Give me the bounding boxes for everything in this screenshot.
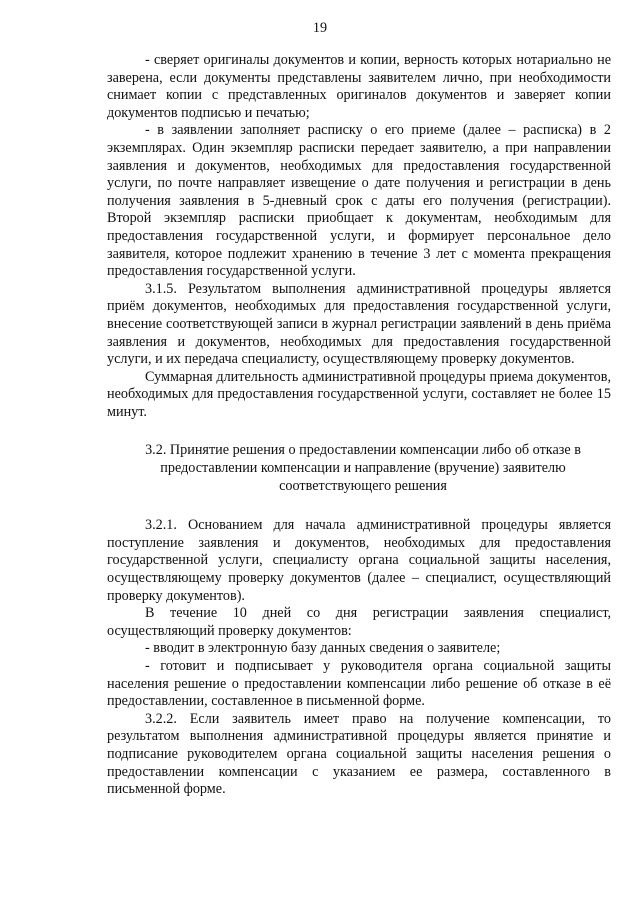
paragraph-3-2-1: 3.2.1. Основанием для начала административной процедуры является поступление заявления и документов, необходимых для предоставления государственной услуги, специалисту органа социальной защиты населения, осуществляющему проверку документов (далее – специалист, осуществляющий проверку документов).: [107, 517, 611, 604]
document-body: [107, 52, 611, 799]
list-item-enter-database: - вводит в электронную базу данных сведения о заявителе;: [145, 640, 501, 657]
paragraph-receipt: - в заявлении заполняет расписку о его приеме (далее – расписка) в 2 экземплярах. Один экземпляр расписки передает заявителю, а при направлении заявления и документов, необходимых для предоставления государственной услуги, по почте направляет извещение о дате получения и регистрации в день получения заявления в 5-дневный срок с даты его получения (регистрации). Второй экземпляр расписки приобщает к документам, необходимым для предоставления государственной услуги, и формирует персональное дело заявителя, которое подлежит хранению в течение 3 лет с момента прекращения предоставления государственной услуги.: [107, 122, 611, 280]
page-number: 19: [312, 20, 328, 36]
list-item-prepare-decision: - готовит и подписывает у руководителя органа социальной защиты населения решение о предоставлении компенсации либо решение об отказе в её предоставлении, составленное в письменной форме.: [107, 658, 611, 710]
paragraph-3-1-5: 3.1.5. Результатом выполнения административной процедуры является приём документов, необходимых для предоставления государственной услуги, внесение соответствующей записи в журнал регистрации заявлений в день приёма заявления и документов, необходимых для предоставления государственной услуги, и их передача специалисту, осуществляющему проверку документов.: [107, 280, 611, 368]
paragraph-3-2-2: 3.2.2. Если заявитель имеет право на получение компенсации, то результатом выполнения административной процедуры является принятие и подписание руководителем органа социальной защиты населения решения о предоставлении компенсации с указанием ее размера, составленного в письменной форме.: [107, 710, 611, 798]
spacer: [107, 495, 611, 517]
paragraph-total-duration: Суммарная длительность административной процедуры приема документов, необходимых для предоставления государственной услуги, составляет не более 15 минут.: [107, 368, 611, 420]
spacer: [107, 421, 611, 442]
section-heading-3-2: 3.2. Принятие решения о предоставлении компенсации либо об отказе в предоставлении компенсации и направление (вручение) заявителю соответствующего решения: [145, 442, 581, 494]
paragraph-ten-days: В течение 10 дней со дня регистрации заявления специалист, осуществляющий проверку документов:: [107, 605, 611, 639]
paragraph-verify-originals: - сверяет оригиналы документов и копии, верность которых нотариально не заверена, если документы представлены заявителем лично, при необходимости снимает копии с представленных оригиналов документов и заверяет копии документов подписью и печатью;: [107, 52, 611, 121]
